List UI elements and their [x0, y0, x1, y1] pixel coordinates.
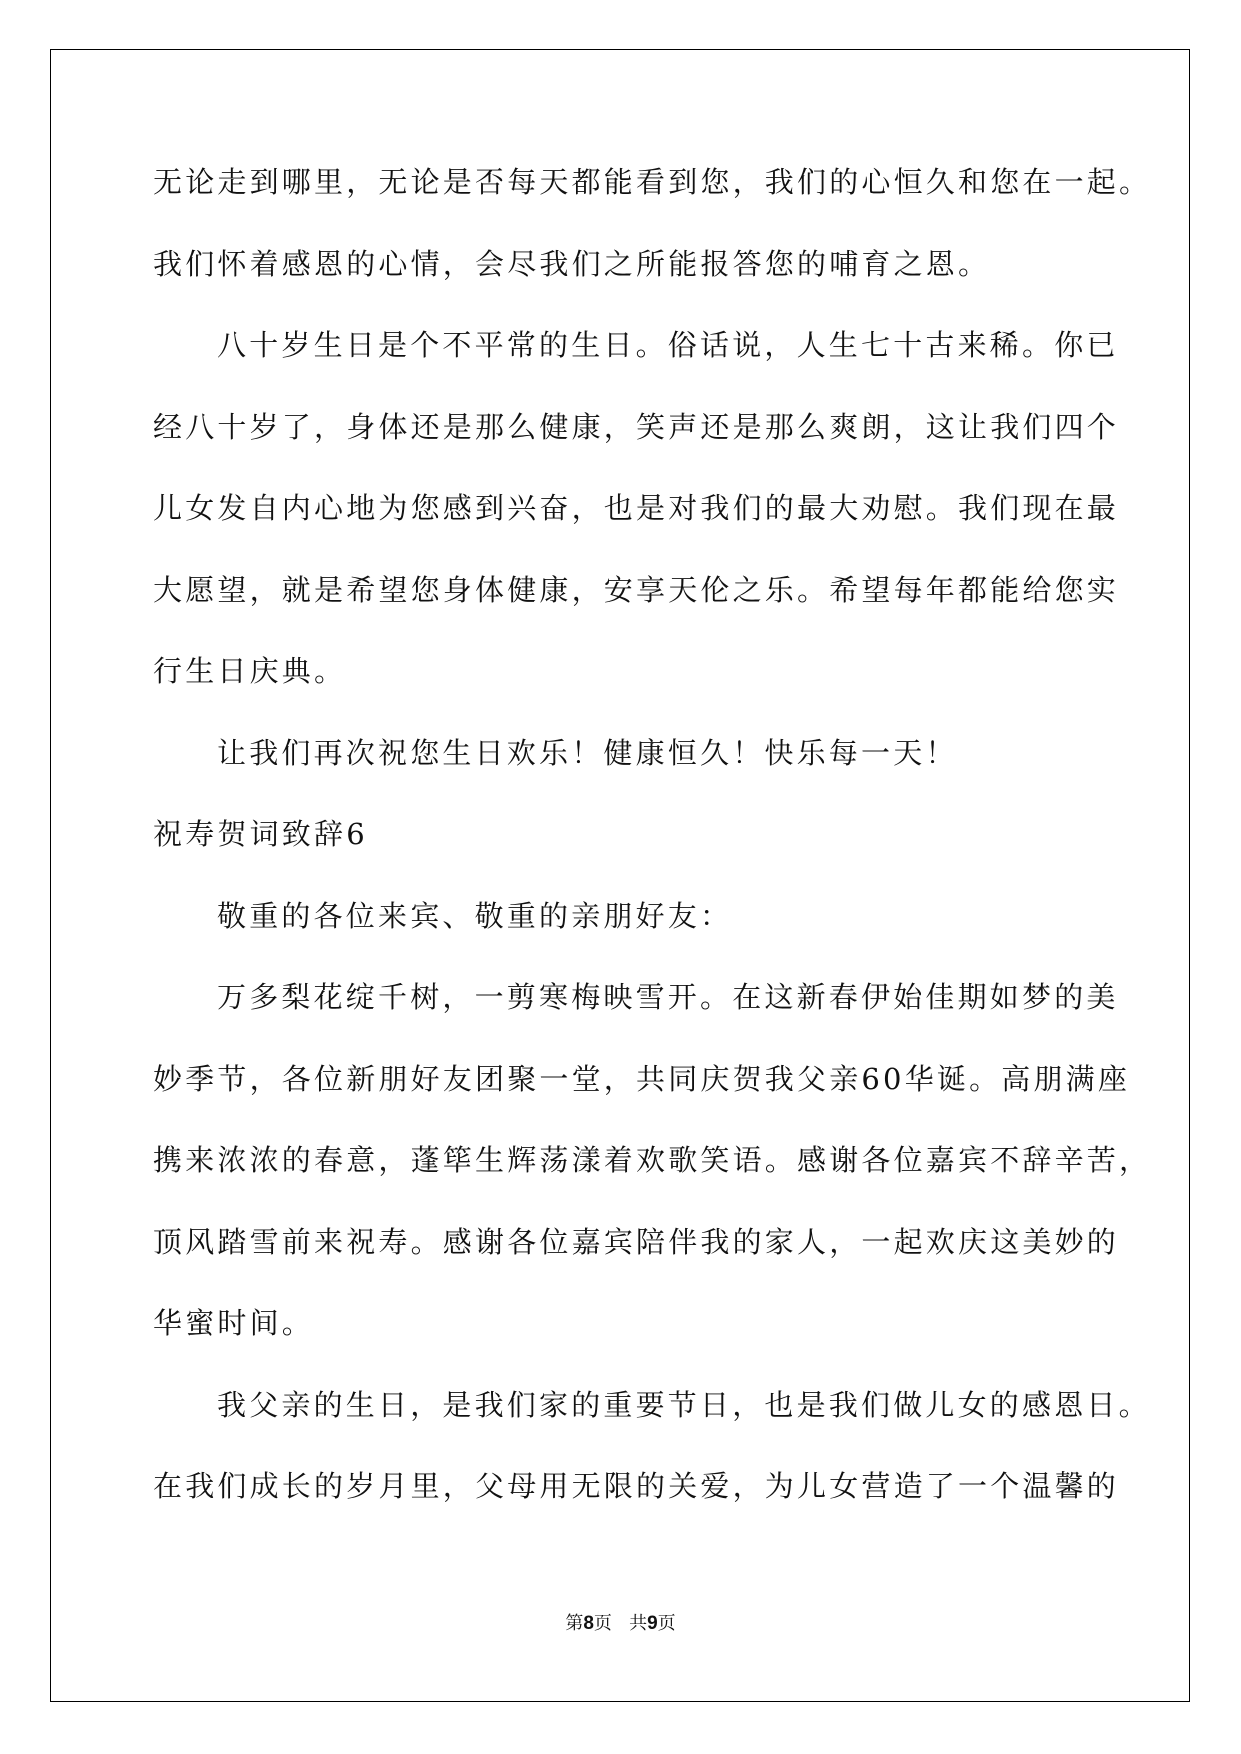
text-line: 在我们成长的岁月里，父母用无限的关爱，为儿女营造了一个温馨的 — [153, 1469, 1120, 1503]
text-line: 我父亲的生日，是我们家的重要节日，也是我们做儿女的感恩日。 — [217, 1387, 1151, 1422]
footer-total-prefix: 共 — [629, 1613, 648, 1634]
document-body — [153, 162, 1152, 1548]
footer-page-suffix: 页 — [593, 1613, 612, 1634]
text-line: 华蜜时间。 — [153, 1306, 315, 1340]
section-heading: 祝寿贺词致辞6 — [153, 817, 368, 851]
text-line: 大愿望，就是希望您身体健康，安享天伦之乐。希望每年都能给您实 — [153, 572, 1120, 607]
text-line: 八十岁生日是个不平常的生日。俗话说，人生七十古来稀。你已 — [217, 328, 1119, 362]
footer-page-prefix: 第 — [565, 1613, 584, 1634]
text-line: 让我们再次祝您生日欢乐！健康恒久！快乐每一天！ — [217, 735, 958, 770]
text-line: 我们怀着感恩的心情，会尽我们之所能报答您的哺育之恩。 — [153, 246, 991, 281]
text-line: 敬重的各位来宾、敬重的亲朋好友： — [217, 898, 733, 933]
text-line: 携来浓浓的春意，蓬筚生辉荡漾着欢歌笑语。感谢各位嘉宾不辞辛苦， — [153, 1143, 1152, 1177]
text-line: 妙季节，各位新朋好友团聚一堂，共同庆贺我父亲60华诞。高朋满座 — [153, 1061, 1131, 1096]
text-line: 行生日庆典。 — [153, 654, 347, 688]
page-footer — [0, 1609, 1241, 1635]
text-line: 无论走到哪里，无论是否每天都能看到您，我们的心恒久和您在一起。 — [153, 165, 1152, 199]
current-page-number: 8 — [583, 1613, 594, 1634]
text-line: 万多梨花绽千树，一剪寒梅映雪开。在这新春伊始佳期如梦的美 — [217, 980, 1119, 1014]
text-line: 儿女发自内心地为您感到兴奋，也是对我们的最大劝慰。我们现在最 — [153, 491, 1120, 525]
total-page-number: 9 — [647, 1613, 658, 1634]
text-line: 经八十岁了，身体还是那么健康，笑声还是那么爽朗，这让我们四个 — [153, 409, 1120, 444]
text-line: 顶风踏雪前来祝寿。感谢各位嘉宾陪伴我的家人，一起欢庆这美妙的 — [153, 1224, 1120, 1259]
footer-total-suffix: 页 — [657, 1613, 676, 1634]
